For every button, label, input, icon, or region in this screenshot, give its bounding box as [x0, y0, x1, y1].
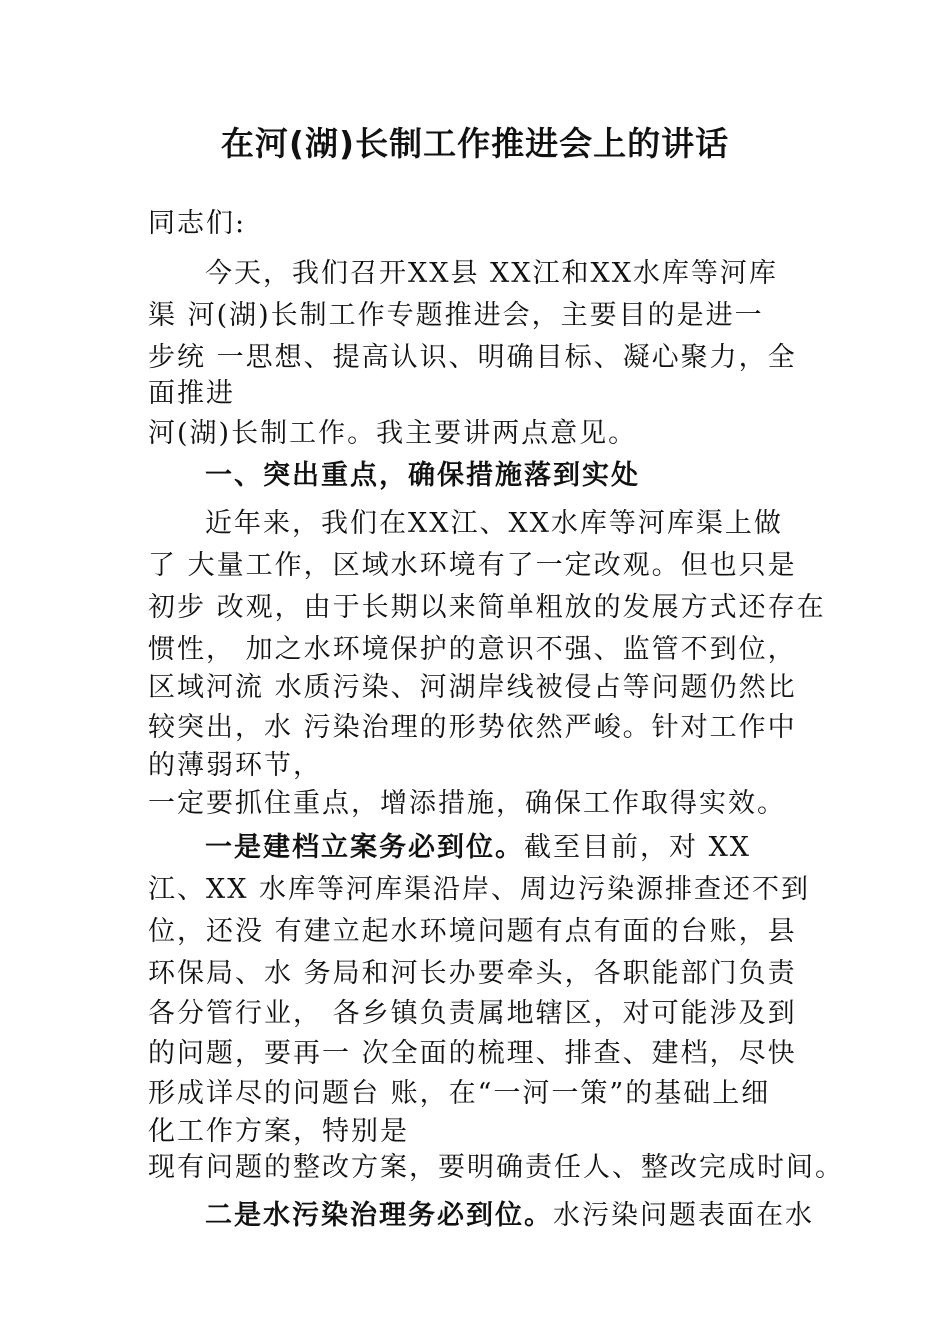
bold-lead-item-1: 一是建档立案务必到位。 — [205, 832, 524, 863]
paragraph-line: 河(湖)长制工作。我主要讲两点意见。 — [148, 418, 638, 449]
paragraph-line: 的薄弱环节， — [148, 750, 322, 781]
section-heading: 一、突出重点，确保措施落到实处 — [205, 460, 640, 491]
paragraph-line — [205, 1198, 814, 1234]
paragraph-line: 较突出，水 污染治理的形势依然严峻。针对工作中 — [148, 712, 797, 743]
paragraph-line: 位，还没 有建立起水环境问题有点有面的台账，县 — [148, 916, 797, 947]
paragraph-line: 惯性， 加之水环境保护的意识不强、监管不到位， — [148, 634, 797, 665]
paragraph-line: 了 大量工作，区域水环境有了一定改观。但也只是 — [148, 550, 797, 581]
paragraph-line: 近年来，我们在XX江、XX水库等河库渠上做 — [205, 508, 783, 539]
paragraph-line: 环保局、水 务局和河长办要牵头，各职能部门负责 — [148, 958, 797, 989]
paragraph-line: 今天，我们召开XX县 XX江和XX水库等河库 — [205, 258, 778, 289]
paragraph-line: 面推进 — [148, 378, 235, 409]
paragraph-line: 化工作方案，特别是 — [148, 1116, 409, 1147]
greeting: 同志们: — [148, 208, 247, 239]
paragraph-line: 形成详尽的问题台 账，在“一河一策”的基础上细 — [148, 1078, 771, 1109]
paragraph-line: 的问题，要再一 次全面的梳理、排查、建档，尽快 — [148, 1038, 797, 1069]
paragraph-line: 初步 改观，由于长期以来简单粗放的发展方式还存在 — [148, 592, 826, 623]
paragraph-line: 各分管行业， 各乡镇负责属地辖区，对可能涉及到 — [148, 998, 797, 1029]
paragraph-text: 截至目前，对 XX — [524, 832, 752, 863]
paragraph-line: 渠 河(湖)长制工作专题推进会，主要目的是进一 — [148, 300, 764, 331]
document-title: 在河(湖)长制工作推进会上的讲话 — [220, 124, 730, 163]
bold-lead-item-2: 二是水污染治理务必到位。 — [205, 1200, 553, 1231]
paragraph-line: 现有问题的整改方案，要明确责任人、整改完成时间。 — [148, 1152, 844, 1183]
paragraph-text: 水污染问题表面在水 — [553, 1200, 814, 1231]
paragraph-line — [205, 830, 751, 866]
paragraph-line: 区域河流 水质污染、河湖岸线被侵占等问题仍然比 — [148, 672, 797, 703]
paragraph-line: 步统 一思想、提高认识、明确目标、凝心聚力，全 — [148, 342, 797, 373]
paragraph-line: 一定要抓住重点，增添措施，确保工作取得实效。 — [148, 788, 786, 819]
paragraph-line: 江、XX 水库等河库渠沿岸、周边污染源排查还不到 — [148, 874, 811, 905]
